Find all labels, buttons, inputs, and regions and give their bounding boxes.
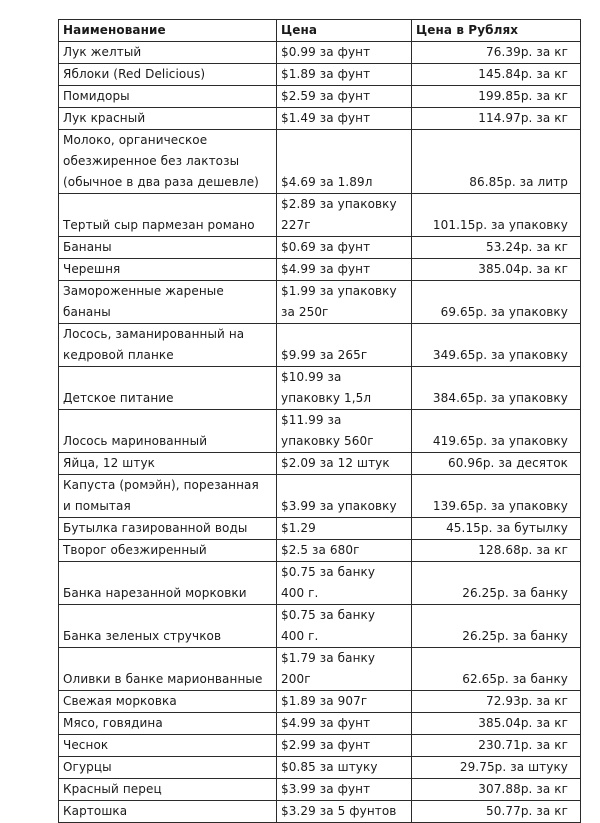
product-name-cell: Капуста (ромэйн), порезанная и помытая — [59, 475, 277, 518]
product-name-cell: Яйца, 12 штук — [59, 453, 277, 475]
price-rub-cell: 60.96р. за десяток — [412, 453, 581, 475]
product-name-cell: Детское питание — [59, 367, 277, 410]
price-rub-cell: 86.85р. за литр — [412, 130, 581, 194]
price-rub-cell: 101.15р. за упаковку — [412, 194, 581, 237]
product-name-cell: Тертый сыр пармезан романо — [59, 194, 277, 237]
product-name-cell: Банка нарезанной морковки — [59, 562, 277, 605]
table-row — [59, 562, 581, 605]
price-usd-cell: $2.5 за 680г — [277, 540, 412, 562]
product-name-cell: Оливки в банке марионванные — [59, 648, 277, 691]
price-rub-cell: 307.88р. за кг — [412, 779, 581, 801]
price-rub-cell: 26.25р. за банку — [412, 562, 581, 605]
table-row — [59, 108, 581, 130]
price-usd-cell: $0.85 за штуку — [277, 757, 412, 779]
table-row — [59, 64, 581, 86]
product-name-cell: Черешня — [59, 259, 277, 281]
table-row — [59, 605, 581, 648]
price-usd-cell: $2.99 за фунт — [277, 735, 412, 757]
price-rub-cell: 349.65р. за упаковку — [412, 324, 581, 367]
product-name-cell: Творог обезжиренный — [59, 540, 277, 562]
price-usd-cell: $0.75 за банку 400 г. — [277, 562, 412, 605]
table-row — [59, 540, 581, 562]
price-usd-cell: $2.89 за упаковку 227г — [277, 194, 412, 237]
price-usd-cell: $1.49 за фунт — [277, 108, 412, 130]
price-usd-cell: $3.99 за фунт — [277, 779, 412, 801]
table-row — [59, 86, 581, 108]
price-rub-cell: 53.24р. за кг — [412, 237, 581, 259]
product-name-cell: Бутылка газированной воды — [59, 518, 277, 540]
price-rub-cell: 50.77р. за кг — [412, 801, 581, 823]
product-name-cell: Мясо, говядина — [59, 713, 277, 735]
price-rub-cell: 385.04р. за кг — [412, 713, 581, 735]
price-rub-cell: 26.25р. за банку — [412, 605, 581, 648]
table-row — [59, 779, 581, 801]
table-row — [59, 475, 581, 518]
price-rub-cell: 199.85р. за кг — [412, 86, 581, 108]
price-usd-cell: $1.29 — [277, 518, 412, 540]
product-name-cell: Лук красный — [59, 108, 277, 130]
product-name-cell: Лосось, заманированный на кедровой планке — [59, 324, 277, 367]
table-row — [59, 713, 581, 735]
product-name-cell: Замороженные жареные бананы — [59, 281, 277, 324]
price-rub-cell: 69.65р. за упаковку — [412, 281, 581, 324]
product-name-cell: Яблоки (Red Delicious) — [59, 64, 277, 86]
price-rub-cell: 72.93р. за кг — [412, 691, 581, 713]
table-row — [59, 757, 581, 779]
price-usd-cell: $1.89 за фунт — [277, 64, 412, 86]
table-row — [59, 410, 581, 453]
price-usd-cell: $3.99 за упаковку — [277, 475, 412, 518]
price-rub-cell: 76.39р. за кг — [412, 42, 581, 64]
price-usd-cell: $2.09 за 12 штук — [277, 453, 412, 475]
table-row — [59, 367, 581, 410]
price-rub-cell: 139.65р. за упаковку — [412, 475, 581, 518]
table-body — [59, 42, 581, 823]
price-usd-cell: $1.99 за упаковку за 250г — [277, 281, 412, 324]
price-usd-cell: $0.69 за фунт — [277, 237, 412, 259]
table-row — [59, 42, 581, 64]
price-usd-cell: $0.75 за банку 400 г. — [277, 605, 412, 648]
table-row — [59, 453, 581, 475]
price-usd-cell: $1.89 за 907г — [277, 691, 412, 713]
price-usd-cell: $4.99 за фунт — [277, 713, 412, 735]
price-rub-cell: 384.65р. за упаковку — [412, 367, 581, 410]
price-rub-cell: 419.65р. за упаковку — [412, 410, 581, 453]
price-usd-cell: $10.99 за упаковку 1,5л — [277, 367, 412, 410]
price-usd-cell: $9.99 за 265г — [277, 324, 412, 367]
table-row — [59, 648, 581, 691]
table-row — [59, 324, 581, 367]
product-name-cell: Лук желтый — [59, 42, 277, 64]
table-row — [59, 281, 581, 324]
header-name: Наименование — [59, 20, 277, 42]
price-rub-cell: 45.15р. за бутылку — [412, 518, 581, 540]
table-row — [59, 194, 581, 237]
table-header — [59, 20, 581, 42]
table-row — [59, 691, 581, 713]
price-usd-cell: $4.99 за фунт — [277, 259, 412, 281]
product-name-cell: Красный перец — [59, 779, 277, 801]
product-name-cell: Помидоры — [59, 86, 277, 108]
product-name-cell: Огурцы — [59, 757, 277, 779]
price-usd-cell: $11.99 за упаковку 560г — [277, 410, 412, 453]
product-name-cell: Картошка — [59, 801, 277, 823]
header-row — [59, 20, 581, 42]
table-row — [59, 259, 581, 281]
product-name-cell: Свежая морковка — [59, 691, 277, 713]
price-usd-cell: $1.79 за банку 200г — [277, 648, 412, 691]
price-usd-cell: $4.69 за 1.89л — [277, 130, 412, 194]
price-usd-cell: $3.29 за 5 фунтов — [277, 801, 412, 823]
table-row — [59, 237, 581, 259]
price-table — [58, 19, 581, 823]
product-name-cell: Молоко, органическое обезжиренное без лактозы (обычное в два раза дешевле) — [59, 130, 277, 194]
product-name-cell: Бананы — [59, 237, 277, 259]
table-row — [59, 518, 581, 540]
price-rub-cell: 230.71р. за кг — [412, 735, 581, 757]
table-row — [59, 735, 581, 757]
price-usd-cell: $0.99 за фунт — [277, 42, 412, 64]
table-row — [59, 130, 581, 194]
product-name-cell: Чеснок — [59, 735, 277, 757]
header-price: Цена — [277, 20, 412, 42]
price-usd-cell: $2.59 за фунт — [277, 86, 412, 108]
price-rub-cell: 29.75р. за штуку — [412, 757, 581, 779]
price-rub-cell: 128.68р. за кг — [412, 540, 581, 562]
price-rub-cell: 114.97р. за кг — [412, 108, 581, 130]
price-rub-cell: 145.84р. за кг — [412, 64, 581, 86]
product-name-cell: Банка зеленых стручков — [59, 605, 277, 648]
price-rub-cell: 62.65р. за банку — [412, 648, 581, 691]
product-name-cell: Лосось маринованный — [59, 410, 277, 453]
table-row — [59, 801, 581, 823]
price-rub-cell: 385.04р. за кг — [412, 259, 581, 281]
header-price-rub: Цена в Рублях — [412, 20, 581, 42]
